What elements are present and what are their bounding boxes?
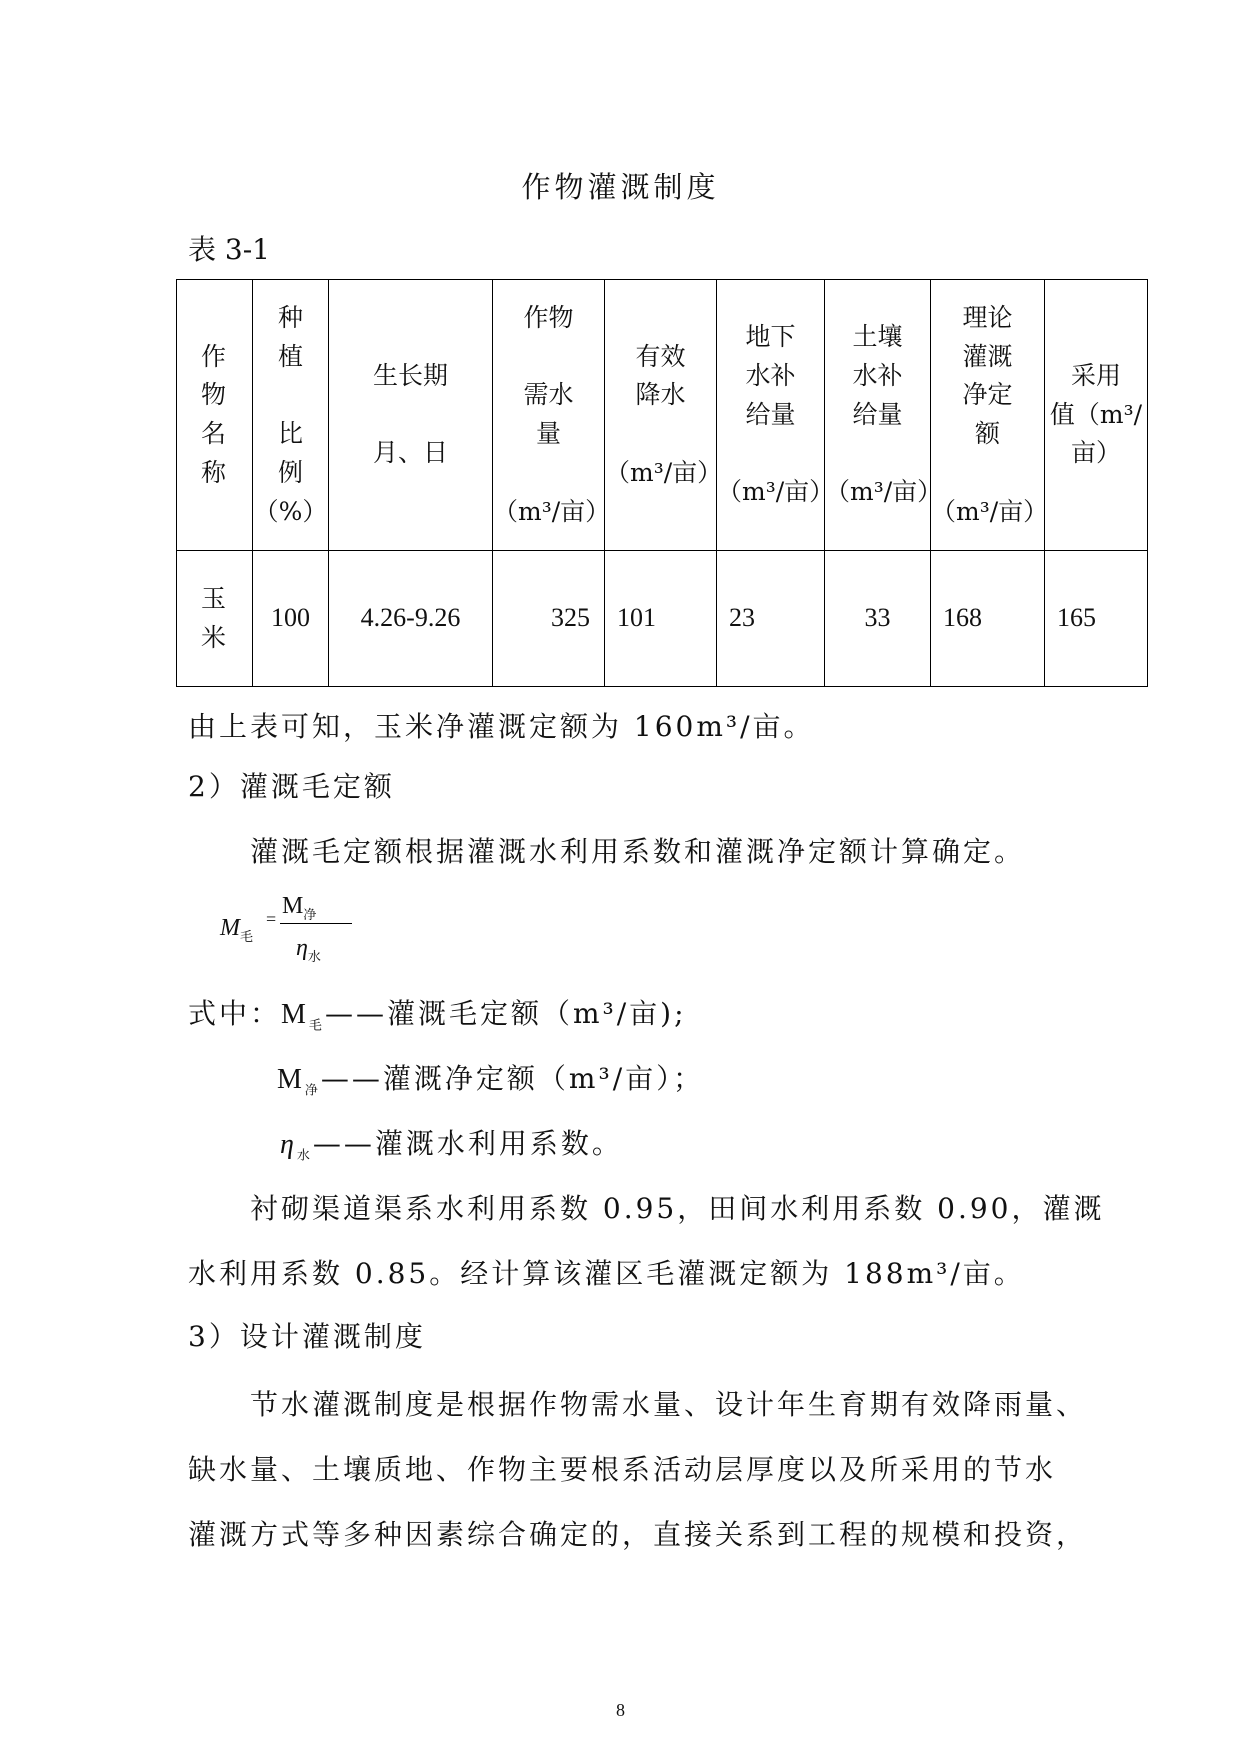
- irrigation-table: [176, 279, 1148, 687]
- net-quota-paragraph: 由上表可知，玉米净灌溉定额为 160m³/亩。: [188, 710, 815, 743]
- header-crop-water-demand: 作物 需水 量 （m³/亩）: [493, 280, 605, 551]
- header-crop-name: 作物名称: [177, 280, 253, 551]
- header-effective-rainfall: 有效 降水 （m³/亩）: [605, 280, 717, 551]
- coefficient-paragraph-line2: 水利用系数 0.85。经计算该灌区毛灌溉定额为 188m³/亩。: [188, 1257, 1025, 1290]
- formula-denominator: $\eta_水$: [296, 935, 321, 964]
- cell-soil: 33: [825, 551, 931, 687]
- design-paragraph-line1: 节水灌溉制度是根据作物需水量、设计年生育期有效降雨量、: [250, 1388, 1088, 1421]
- design-paragraph-line3: 灌溉方式等多种因素综合确定的，直接关系到工程的规模和投资，: [188, 1518, 1088, 1551]
- header-theoretical-net-quota: 理论 灌溉 净定 额 （m³/亩）: [931, 280, 1045, 551]
- fraction-bar: [280, 923, 352, 924]
- page-title: 作物灌溉制度: [521, 170, 720, 204]
- definition-gross: 式中：$M_毛——$灌溉毛定额（m³/亩);: [188, 997, 687, 1034]
- cell-theory: 168: [931, 551, 1045, 687]
- coefficient-paragraph-line1: 衬砌渠道渠系水利用系数 0.95，田间水利用系数 0.90，灌溉: [250, 1192, 1105, 1225]
- header-planting-ratio: 种 植 比 例 （%）: [253, 280, 329, 551]
- gross-quota-paragraph: 灌溉毛定额根据灌溉水利用系数和灌溉净定额计算确定。: [250, 835, 1026, 868]
- header-growth-period: 生长期 月、日: [329, 280, 493, 551]
- cell-ground: 23: [717, 551, 825, 687]
- section-heading-gross-quota: 2）灌溉毛定额: [188, 770, 395, 803]
- header-groundwater-supply: 地下 水补 给量 （m³/亩）: [717, 280, 825, 551]
- design-paragraph-line2: 缺水量、土壤质地、作物主要根系活动层厚度以及所采用的节水: [188, 1453, 1057, 1486]
- cell-ratio: 100: [253, 551, 329, 687]
- table-row: [177, 551, 1148, 687]
- header-adopted-value: 采用 值（m³/ 亩）: [1045, 280, 1148, 551]
- cell-rain: 101: [605, 551, 717, 687]
- formula-equals: =: [266, 909, 277, 929]
- page-number: 8: [616, 1700, 625, 1720]
- formula-numerator: $M_净$: [282, 893, 317, 922]
- definition-efficiency: $\eta_水——$灌溉水利用系数。: [280, 1127, 623, 1164]
- cell-crop: 玉米: [177, 551, 253, 687]
- definition-net: $M_净——$灌溉净定额（m³/亩）；: [277, 1062, 705, 1099]
- section-heading-design: 3）设计灌溉制度: [188, 1320, 426, 1353]
- cell-adopted: 165: [1045, 551, 1148, 687]
- cell-demand: 325: [493, 551, 605, 687]
- header-soil-water-supply: 土壤 水补 给量 （m³/亩）: [825, 280, 931, 551]
- cell-period: 4.26-9.26: [329, 551, 493, 687]
- table-header-row: [177, 280, 1148, 551]
- table-label: 表 3-1: [188, 233, 270, 266]
- formula-lhs: $M_毛$: [220, 915, 254, 944]
